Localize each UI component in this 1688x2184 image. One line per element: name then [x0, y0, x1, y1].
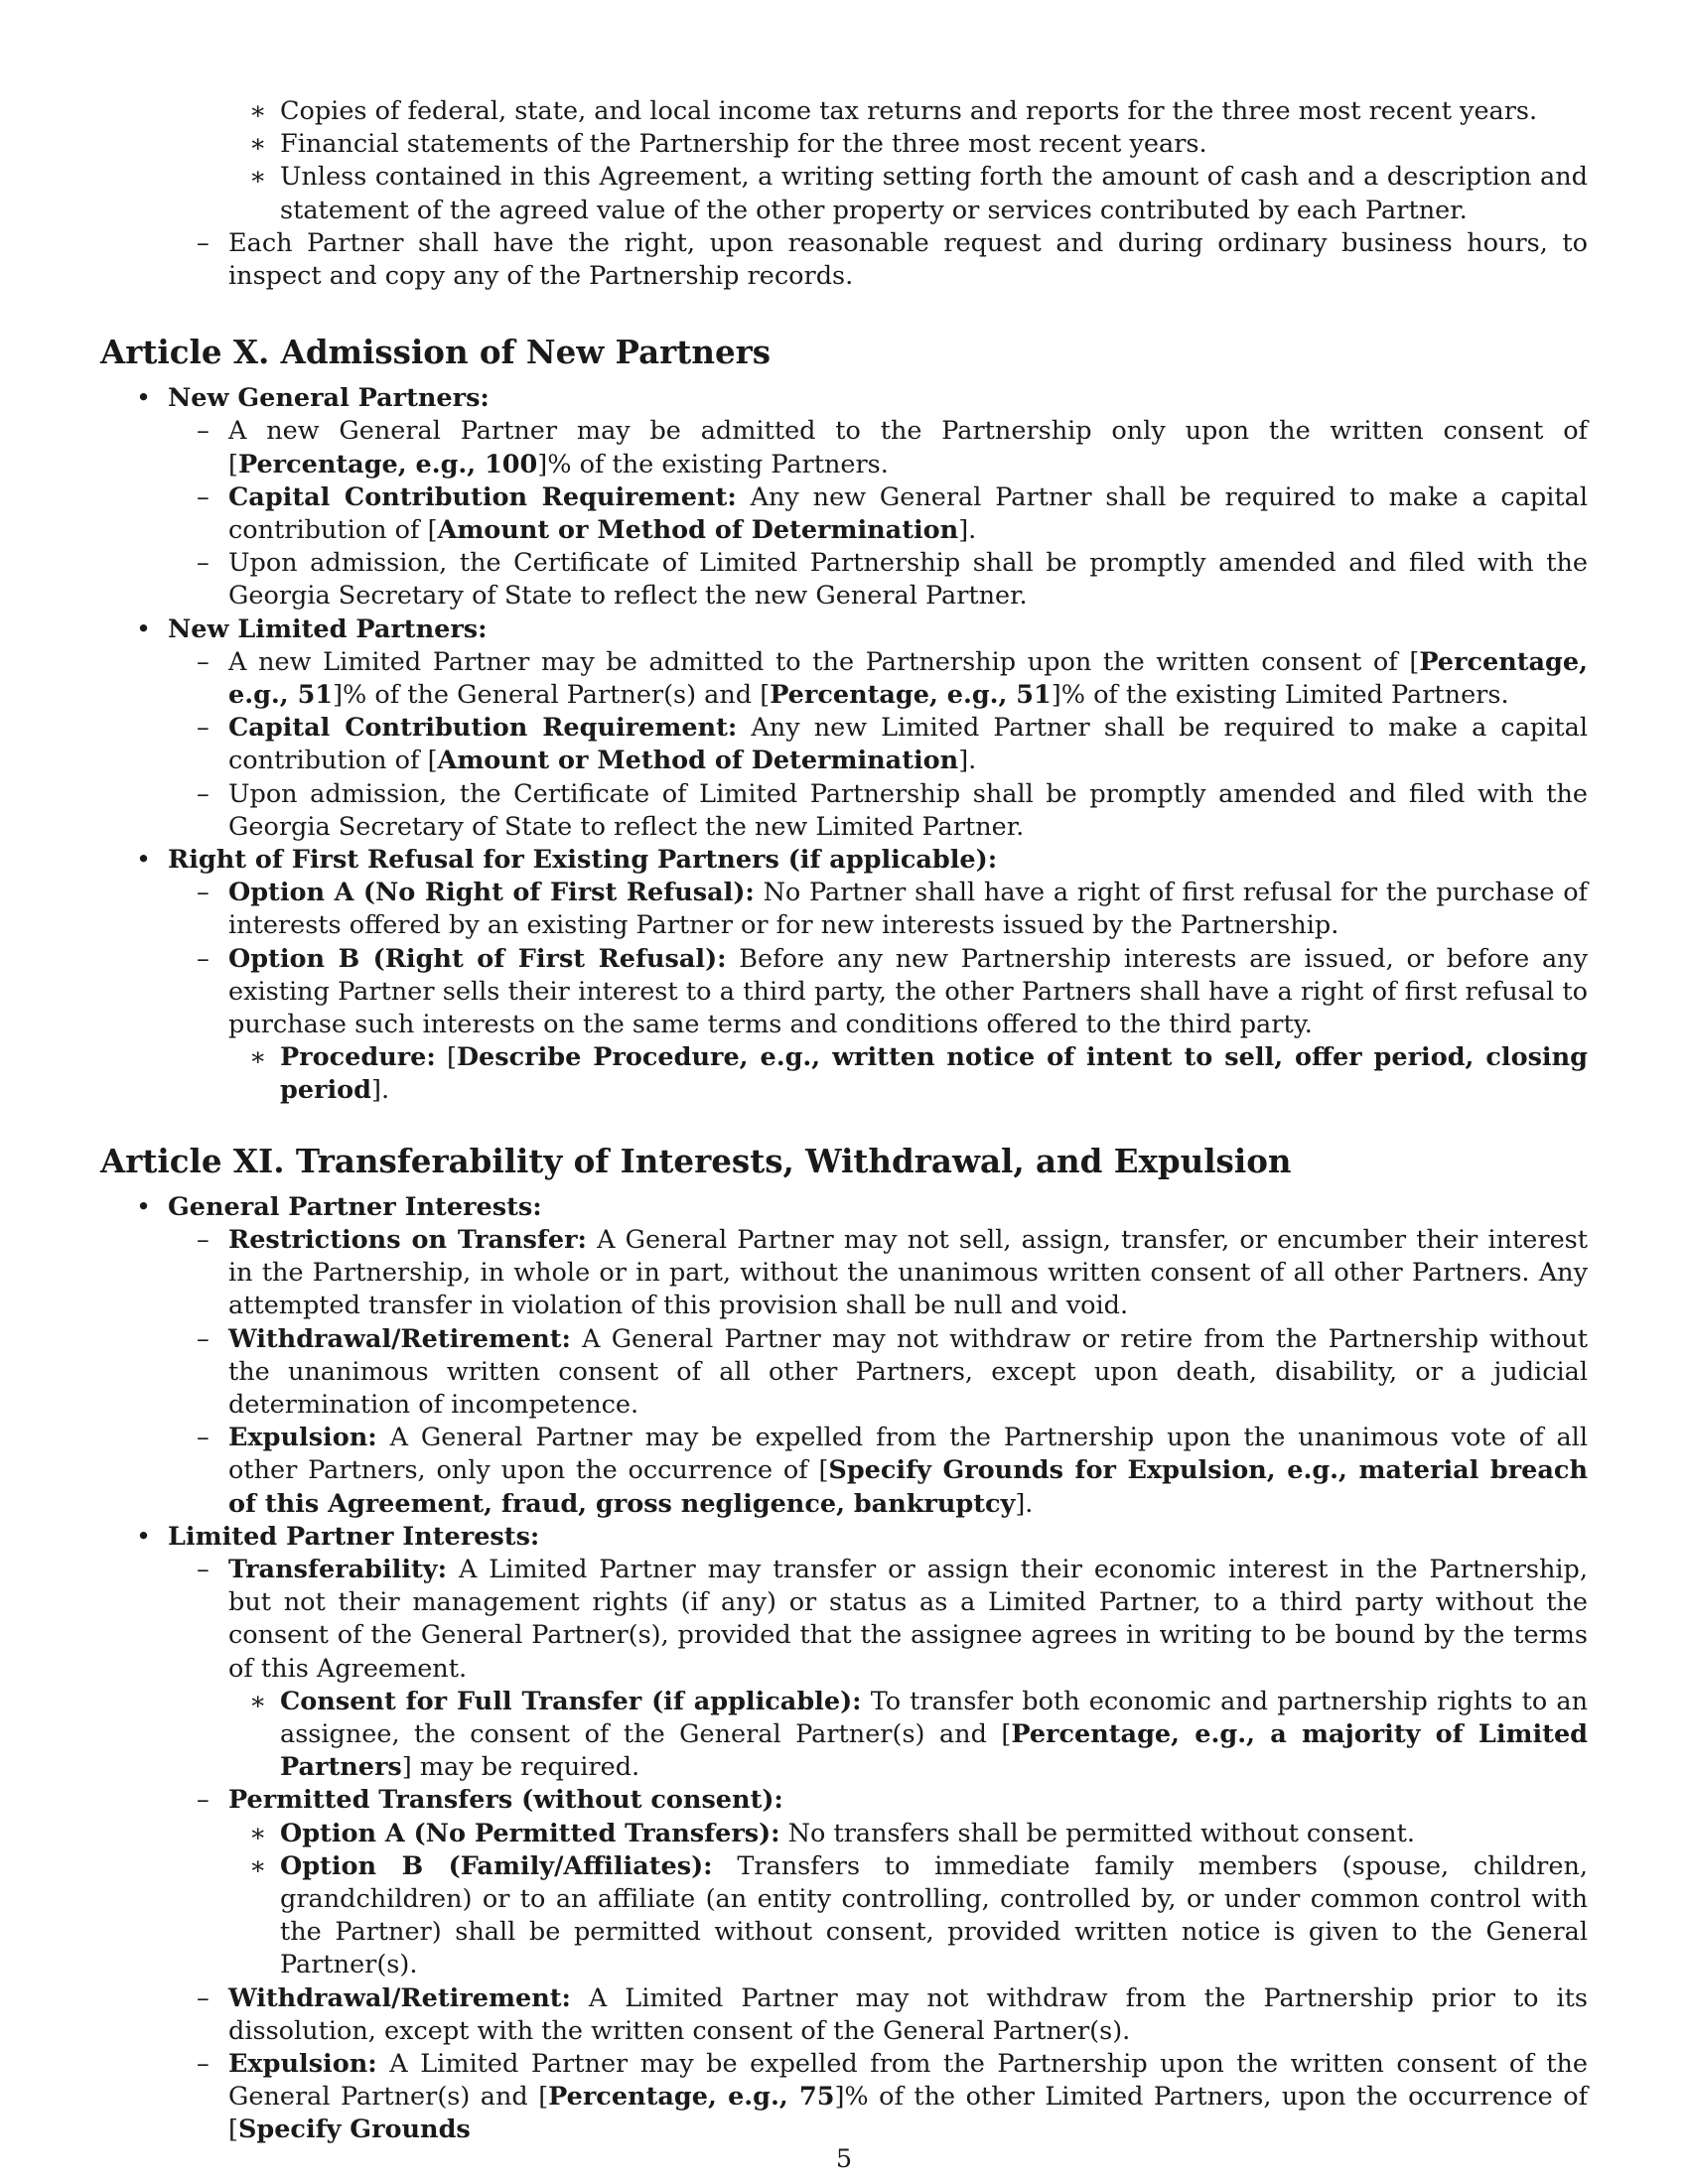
bullet-marker: – — [197, 416, 210, 447]
body-text: A Limited Partner may be expelled from the Partnership upon the written consent of the General Partner(s) and [ — [228, 2048, 1588, 2113]
bullet-marker: – — [197, 1785, 210, 1816]
bullet-marker: – — [197, 227, 210, 258]
bullet-marker: – — [197, 943, 210, 974]
bold-text: Expulsion: — [228, 2048, 377, 2079]
body-text: To transfer both economic and partnership rights to an assignee, the consent of the General Partner(s) and [ — [280, 1686, 1589, 1749]
body-text: ]% of the other Limited Partners, upon the occurrence of [ — [228, 2082, 1589, 2145]
bullet-marker: ∗ — [249, 1850, 267, 1881]
bold-text: Withdrawal/Retirement: — [228, 1982, 571, 2013]
bullet-marker: – — [197, 481, 210, 512]
article-x-list-item — [100, 415, 1588, 480]
bullet-marker: • — [136, 383, 152, 414]
bullet-marker: – — [197, 1982, 210, 2013]
body-text: Upon admission, the Certificate of Limited Partnership shall be promptly amended and filed with the Georgia Secretary of State to reflect the new General Partner. — [228, 548, 1588, 612]
body-text: Unless contained in this Agreement, a writing setting forth the amount of cash and a description and statement of the agreed value of the other property or services contributed by each Partner. — [280, 162, 1588, 225]
bold-text: Withdrawal/Retirement: — [228, 1323, 571, 1354]
body-text: ] may be required. — [401, 1752, 640, 1783]
body-text: ]. — [1015, 1488, 1034, 1519]
article-x-list-item — [100, 382, 1588, 415]
records-list-item — [100, 227, 1588, 293]
bullet-marker: – — [197, 878, 210, 908]
bold-text: Specify Grounds for Expulsion, e.g., material breach of this Agreement, fraud, gross negligence, bankruptcy — [228, 1455, 1588, 1519]
records-list-item — [100, 95, 1588, 128]
bold-text: Capital Contribution Requirement: — [228, 481, 737, 512]
article-xi-heading: Article XI. Transferability of Interests, Withdrawal, and Expulsion — [100, 1141, 1292, 1180]
article-x-list-item — [100, 712, 1588, 777]
bold-text: Option B (Right of First Refusal): — [228, 943, 727, 974]
bullet-marker: – — [197, 713, 210, 744]
body-text: A new Limited Partner may be admitted to the Partnership upon the written consent of [ — [228, 646, 1420, 677]
article-xi-list-item — [100, 1554, 1588, 1686]
bullet-marker: ∗ — [249, 1686, 267, 1716]
bold-text: Amount or Method of Determination — [437, 515, 959, 546]
article-xi-list — [100, 1191, 1588, 2147]
bullet-marker: • — [136, 1191, 152, 1222]
article-x-list-item — [100, 877, 1588, 942]
body-text: Any new General Partner shall be required to make a capital contribution of [ — [228, 481, 1588, 546]
body-text: A General Partner may not withdraw or retire from the Partnership without the unanimous written consent of all other Partners, except upon death, disability, or a judicial determination of incompetence. — [228, 1323, 1588, 1420]
article-xi-list-item — [100, 1191, 1588, 1224]
article-xi-list-item — [100, 1784, 1588, 1817]
article-xi-list-item — [100, 1850, 1588, 1982]
bullet-marker: – — [197, 2048, 210, 2079]
bold-text: Right of First Refusal for Existing Partners (if applicable): — [168, 845, 998, 876]
bullet-marker: • — [136, 845, 152, 876]
bold-text: Transferability: — [228, 1554, 448, 1584]
bold-text: Percentage, e.g., a majority of Limited Partners — [280, 1718, 1589, 1783]
article-x-list-item — [100, 646, 1588, 712]
bold-text: Option B (Family/Affiliates): — [280, 1850, 713, 1881]
body-text: ]% of the existing Limited Partners. — [1051, 680, 1509, 711]
body-text: ]. — [958, 746, 977, 776]
body-text: [ — [435, 1042, 457, 1073]
body-text: ]% of the existing Partners. — [537, 449, 889, 479]
body-text: A General Partner may not sell, assign, transfer, or encumber their interest in the Partnership, in whole or in part, without the unanimous written consent of all other Partners. Any attempted transfer in violation of this provision shall be null and void. — [228, 1224, 1588, 1321]
body-text: ]% of the General Partner(s) and [ — [333, 680, 771, 711]
bullet-marker: – — [197, 646, 210, 677]
bold-text: New Limited Partners: — [168, 614, 488, 644]
article-xi-list-item — [100, 1818, 1588, 1850]
body-text: Upon admission, the Certificate of Limited Partnership shall be promptly amended and filed with the Georgia Secretary of State to reflect the new Limited Partner. — [228, 778, 1588, 842]
bullet-marker: ∗ — [249, 1818, 267, 1848]
body-text: Any new Limited Partner shall be required to make a capital contribution of [ — [228, 713, 1588, 776]
bold-text: New General Partners: — [168, 383, 490, 414]
bold-text: Capital Contribution Requirement: — [228, 713, 738, 744]
article-xi-list-item — [100, 1323, 1588, 1423]
body-text: A new General Partner may be admitted to the Partnership only upon the written consent of [ — [228, 416, 1588, 479]
article-xi-list-item — [100, 1982, 1588, 2048]
bold-text: Amount or Method of Determination — [437, 746, 959, 776]
bullet-marker: ∗ — [249, 162, 267, 193]
article-x-list-item — [100, 614, 1588, 646]
article-x-list-item — [100, 547, 1588, 613]
bullet-marker: – — [197, 1323, 210, 1354]
bold-text: Permitted Transfers (without consent): — [228, 1785, 783, 1816]
article-x-list-item — [100, 844, 1588, 877]
body-text: No Partner shall have a right of first refusal for the purchase of interests offered by an existing Partner or for new interests issued by the Partnership. — [228, 878, 1588, 941]
bullet-marker: – — [197, 778, 210, 809]
bullet-marker: ∗ — [249, 129, 267, 160]
article-x-list-item — [100, 778, 1588, 844]
bullet-marker: – — [197, 548, 210, 579]
article-xi-list-item — [100, 1422, 1588, 1521]
bullet-marker: • — [136, 614, 152, 644]
bullet-marker: • — [136, 1521, 152, 1552]
article-x-heading: Article X. Admission of New Partners — [100, 333, 772, 372]
bold-text: General Partner Interests: — [168, 1191, 542, 1222]
body-text: Copies of federal, state, and local income tax returns and reports for the three most recent years. — [280, 96, 1538, 126]
bold-text: Describe Procedure, e.g., written notice of intent to sell, offer period, closing period — [280, 1042, 1588, 1106]
bold-text: Consent for Full Transfer (if applicable): — [280, 1686, 862, 1716]
body-text: Each Partner shall have the right, upon reasonable request and during ordinary business hours, to inspect and copy any of the Partnership records. — [228, 227, 1588, 292]
body-text: A Limited Partner may transfer or assign their economic interest in the Partnership, but not their management rights (if any) or status as a Limited Partner, to a third party without the consent of the General Partner(s), provided that the assignee agrees in writing to be bound by the terms of this Agreement. — [228, 1554, 1588, 1684]
bold-text: Option A (No Right of First Refusal): — [228, 878, 755, 908]
bullet-marker: ∗ — [249, 1042, 267, 1073]
records-list-item — [100, 128, 1588, 161]
bullet-marker: – — [197, 1423, 210, 1453]
body-text: Financial statements of the Partnership for the three most recent years. — [280, 129, 1207, 160]
bold-text: Percentage, e.g., 100 — [237, 449, 538, 479]
body-text: Transfers to immediate family members (spouse, children, grandchildren) or to an affiliate (an entity controlling, controlled by, or under common control with the Partner) shall be permitted without consent, provided written notice is given to the General Partner(s). — [280, 1850, 1588, 1980]
bold-text: Restrictions on Transfer: — [228, 1224, 587, 1255]
body-text: ]. — [371, 1075, 390, 1106]
records-list-item — [100, 161, 1588, 226]
article-x-list-item — [100, 481, 1588, 547]
body-text: A General Partner may be expelled from the Partnership upon the unanimous vote of all other Partners, only upon the occurrence of [ — [228, 1423, 1588, 1486]
article-x-list-item — [100, 1041, 1588, 1107]
bold-text: Option A (No Permitted Transfers): — [280, 1818, 780, 1848]
body-text: A Limited Partner may not withdraw from the Partnership prior to its dissolution, except with the written consent of the General Partner(s). — [228, 1982, 1588, 2046]
bullet-marker: ∗ — [249, 96, 267, 126]
article-xi-list-item — [100, 1521, 1588, 1554]
document-page — [100, 95, 1588, 2147]
body-text: ]. — [958, 515, 977, 546]
bullet-marker: – — [197, 1554, 210, 1584]
bold-text: Percentage, e.g., 75 — [548, 2082, 835, 2113]
body-text: No transfers shall be permitted without consent. — [779, 1818, 1415, 1848]
bold-text: Limited Partner Interests: — [168, 1521, 540, 1552]
bold-text: Specify Grounds — [237, 2115, 471, 2145]
records-list — [100, 95, 1588, 293]
bold-text: Percentage, e.g., 51 — [770, 680, 1052, 711]
bold-text: Procedure: — [280, 1042, 436, 1073]
bold-text: Percentage, e.g., 51 — [228, 646, 1588, 711]
article-xi-list-item — [100, 1224, 1588, 1323]
article-xi-list-item — [100, 2048, 1588, 2147]
article-x-list-item — [100, 943, 1588, 1042]
body-text: Before any new Partnership interests are issued, or before any existing Partner sells their interest to a third party, the other Partners shall have a right of first refusal to purchase such interests on the same terms and conditions offered to the third party. — [228, 943, 1588, 1040]
article-xi-list-item — [100, 1686, 1588, 1785]
bullet-marker: – — [197, 1224, 210, 1255]
page-number: 5 — [835, 2144, 853, 2174]
bold-text: Expulsion: — [228, 1423, 377, 1453]
article-x-list — [100, 382, 1588, 1107]
